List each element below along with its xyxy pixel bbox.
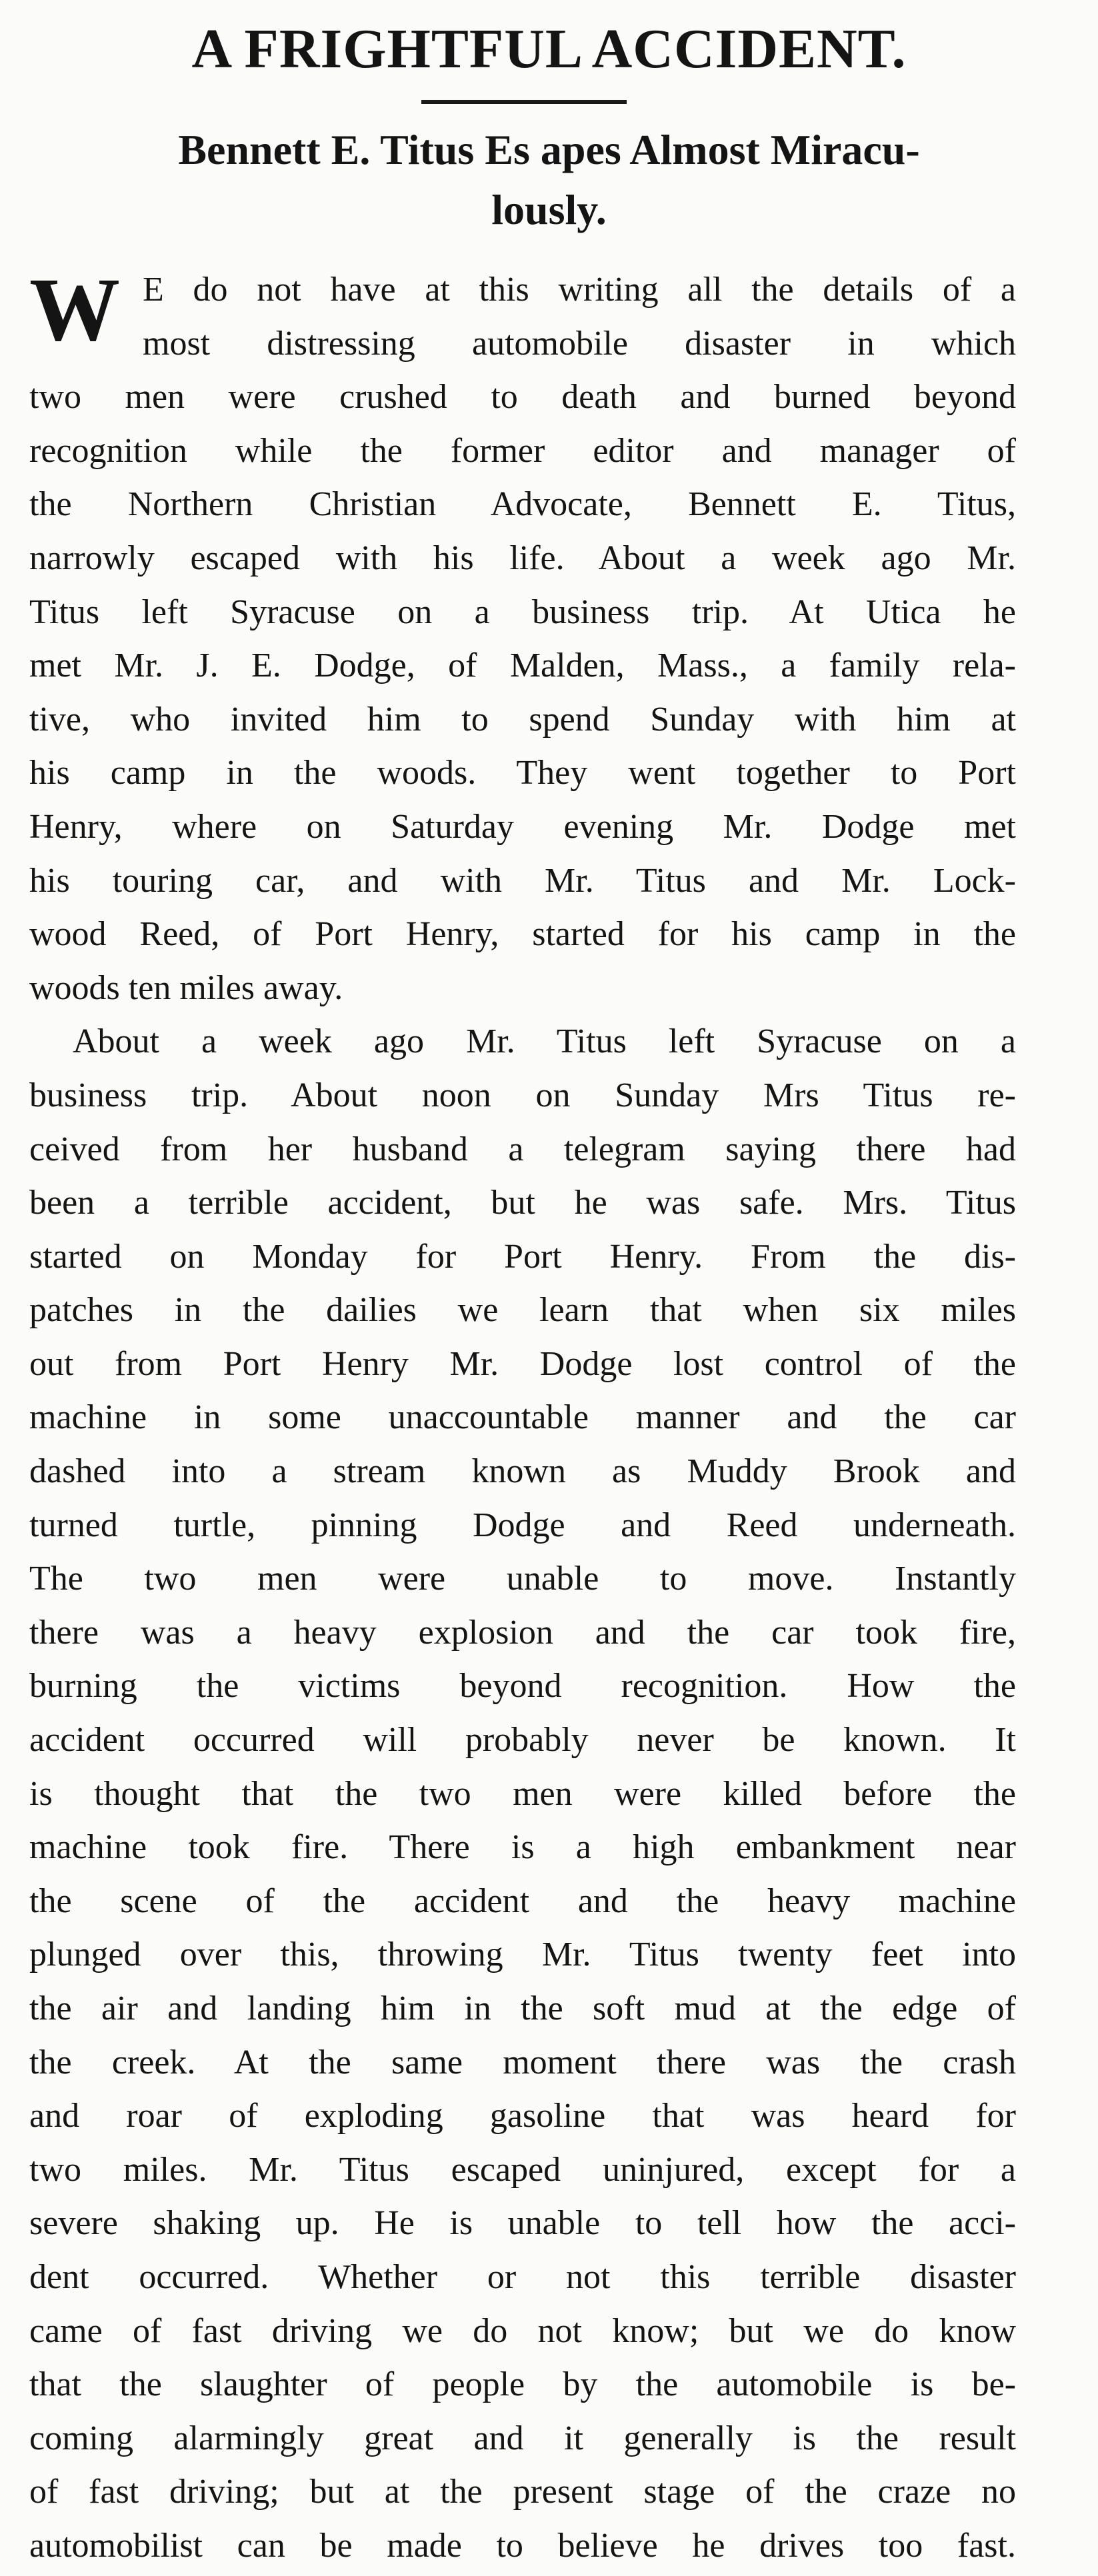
text-line: automobilist can be made to believe he drives too fast. xyxy=(29,2526,1016,2565)
text-line: business trip. About noon on Sunday Mrs Titus re- xyxy=(29,1076,1016,1114)
text-line: Henry, where on Saturday evening Mr. Dodge met xyxy=(29,807,1016,846)
text-line: recognition while the former editor and manager of xyxy=(29,431,1016,470)
text-line: out from Port Henry Mr. Dodge lost control of the xyxy=(29,1344,1016,1383)
text-line: accident occurred will probably never be known. It xyxy=(29,1721,1016,1760)
text-line: turned turtle, pinning Dodge and Reed underneath. xyxy=(29,1506,1016,1544)
text-line: been a terrible accident, but he was safe. Mrs. Titus xyxy=(29,1184,1016,1222)
text-line: the scene of the accident and the heavy machine xyxy=(29,1882,1016,1920)
text-line: E do not have at this writing all the details of a xyxy=(143,271,1016,309)
subheadline-line-2: lously. xyxy=(491,186,607,233)
text-line: came of fast driving we do not know; but we do know xyxy=(29,2311,1016,2350)
article-body xyxy=(29,263,1016,2573)
text-line: wood Reed, of Port Henry, started for his camp in the xyxy=(29,915,1016,954)
text-line: his touring car, and with Mr. Titus and Mr. Lock- xyxy=(29,861,1016,900)
subheadline xyxy=(27,120,1071,240)
text-line: there was a heavy explosion and the car took fire, xyxy=(29,1613,1016,1652)
text-line: patches in the dailies we learn that when six miles xyxy=(29,1291,1016,1330)
text-line: burning the victims beyond recognition. How the xyxy=(29,1667,1016,1706)
text-line: of fast driving; but at the present stage of the craze no xyxy=(29,2473,1016,2511)
text-line: dent occurred. Whether or not this terrible disaster xyxy=(29,2257,1016,2296)
text-line: Titus left Syracuse on a business trip. At Utica he xyxy=(29,593,1016,631)
text-line: About a week ago Mr. Titus left Syracuse on a xyxy=(73,1022,1016,1061)
paragraph-2 xyxy=(29,1015,1016,2573)
headline: A FRIGHTFUL ACCIDENT. xyxy=(191,18,907,80)
text-line: most distressing automobile disaster in which xyxy=(143,324,1016,363)
text-line: severe shaking up. He is unable to tell how the acci- xyxy=(29,2204,1016,2243)
text-line: is thought that the two men were killed before the xyxy=(29,1774,1016,1813)
text-line: started on Monday for Port Henry. From the dis- xyxy=(29,1237,1016,1276)
text-line: met Mr. J. E. Dodge, of Malden, Mass., a family rela- xyxy=(29,646,1016,685)
text-line: and roar of exploding gasoline that was heard for xyxy=(29,2097,1016,2135)
text-line: plunged over this, throwing Mr. Titus twenty feet into xyxy=(29,1935,1016,1974)
text-line: two men were crushed to death and burned beyond xyxy=(29,378,1016,417)
subheadline-line-1: Bennett E. Titus Es apes Almost Miracu- xyxy=(178,126,920,173)
text-line: tive, who invited him to spend Sunday with him at xyxy=(29,700,1016,738)
text-line: the creek. At the same moment there was the crash xyxy=(29,2043,1016,2081)
text-line: machine in some unaccountable manner and the car xyxy=(29,1398,1016,1437)
text-line: woods ten miles away. xyxy=(29,968,343,1007)
text-line: two miles. Mr. Titus escaped uninjured, except for a xyxy=(29,2150,1016,2189)
text-line: the air and landing him in the soft mud at the edge of xyxy=(29,1989,1016,2027)
text-line: narrowly escaped with his life. About a week ago Mr. xyxy=(29,539,1016,577)
text-line: ceived from her husband a telegram saying there had xyxy=(29,1130,1016,1168)
paragraph-1 xyxy=(29,263,1016,1015)
text-line: that the slaughter of people by the automobile is be- xyxy=(29,2365,1016,2404)
drop-cap: W xyxy=(29,260,120,360)
text-line: machine took fire. There is a high embankment near xyxy=(29,1828,1016,1867)
headline-rule xyxy=(421,100,627,104)
text-line: his camp in the woods. They went together to Port xyxy=(29,754,1016,792)
text-line: coming alarmingly great and it generally is the result xyxy=(29,2419,1016,2457)
text-line: the Northern Christian Advocate, Bennett E. Titus, xyxy=(29,485,1016,524)
text-line: The two men were unable to move. Instantly xyxy=(29,1560,1016,1598)
text-line: dashed into a stream known as Muddy Brook and xyxy=(29,1452,1016,1491)
